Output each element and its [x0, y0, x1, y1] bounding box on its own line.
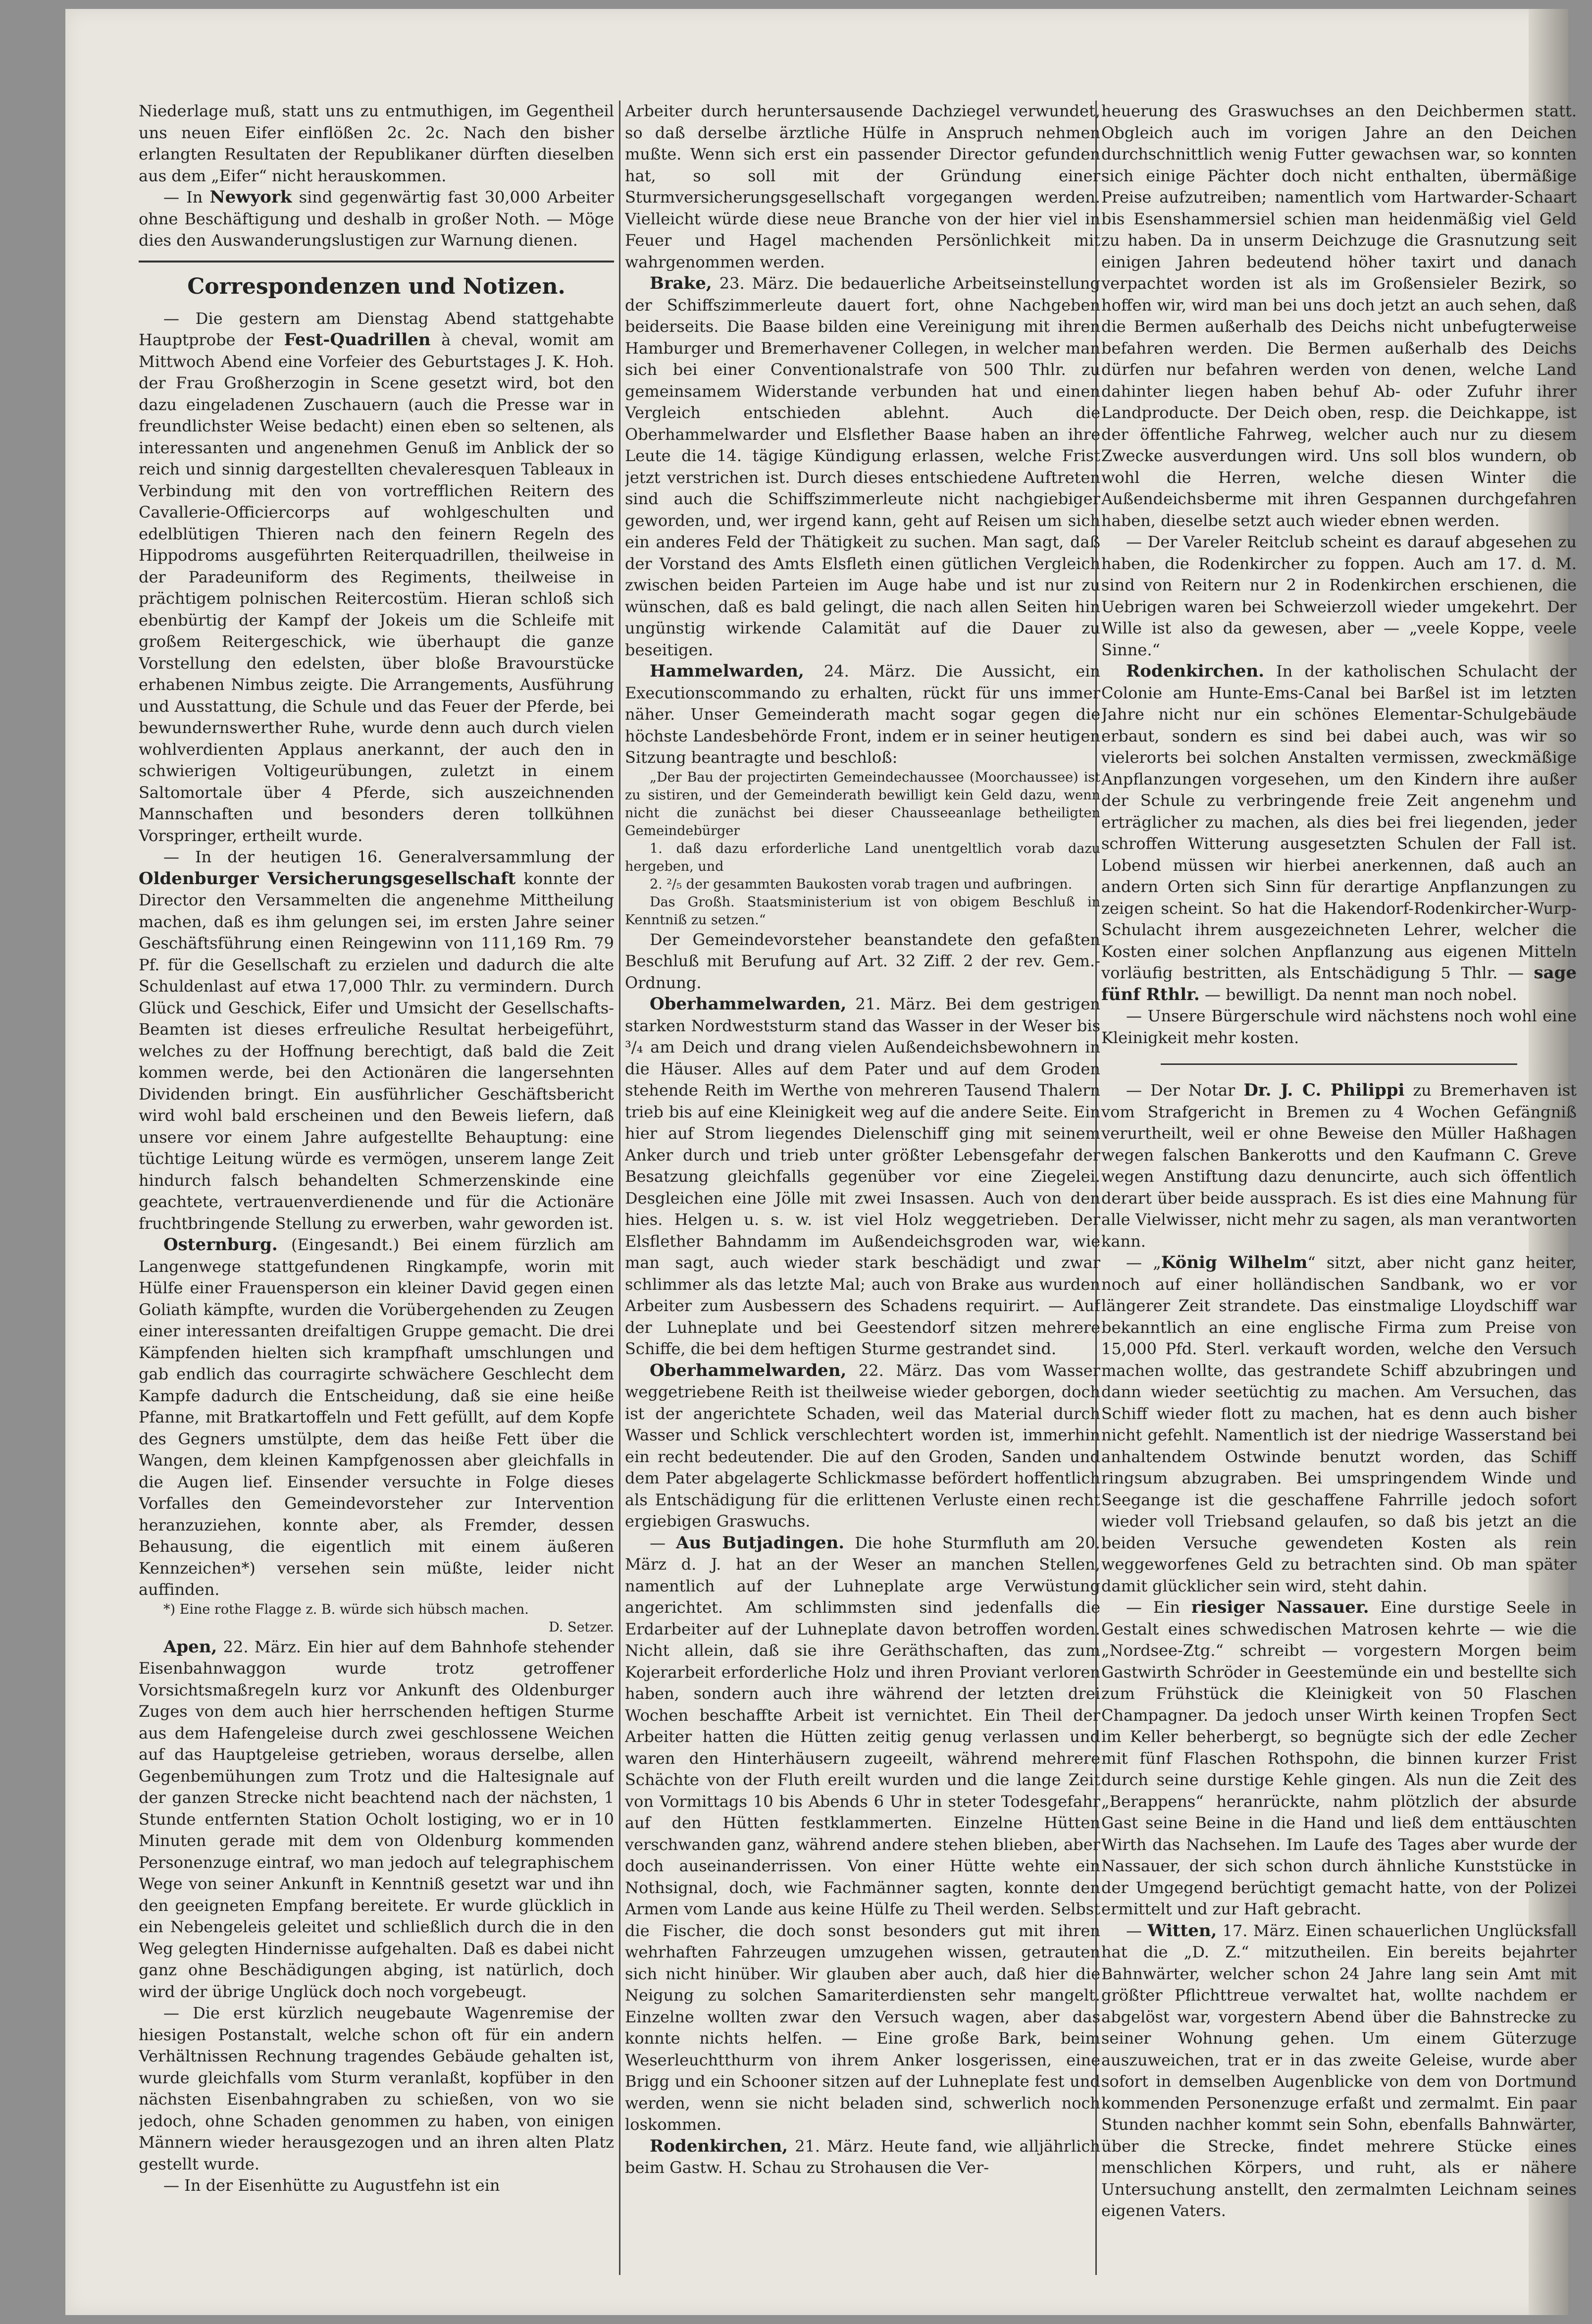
text-koenig-wilhelm: “ sitzt, aber nicht ganz heiter, noch auf einer holländischen Sandbank, wo er vor längerer Zeit strandete. Das einstmalige Lloydschiff war bekanntlich an eine englische Firma zum Preise von 15,000 Pfd. Sterl. verkauft worden, welche den Versuch machen wollte, das gestrandete Schiff abzubringen und dann wieder seetüchtig zu machen. Am Versuchen, das Schiff wieder flott zu machen, hat es denn auch bisher nicht gefehlt. Namentlich ist der niedrige Wasserstand bei anhaltendem Ostwinde benutzt worden, das Schiff ringsum abzugraben. Bei umspringendem Winde und Seegange ist die geschaffene Fahrrille jedoch sofort wieder voll Triebsand gelaufen, so daß bis jetzt an die beiden Versuche gewendeten Kosten als rein weggeworfenes Geld zu betrachten sind. Ob man später damit glücklicher sein wird, steht dahin. — [1101, 1253, 1577, 1595]
footnote: *) Eine rothe Flagge z. B. würde sich hübsch machen. — [163, 1601, 529, 1617]
text-brake: 23. März. Die bedauerliche Arbeitseinstellung der Schiffszimmerleute dauert fort, ohne Nachgeben beiderseits. Die Baase bilden eine Vereinigung mit ihren Hamburger und Bremerhavener Collegen, in welcher man sich bei einer Conventionalstrafe von 500 Thlr. zu gemeinsamem Widerstande verbunden hat und einen Vergleich entschieden ablehnt. Auch die Oberhammelwarder und Elsflether Baase haben an ihre Leute die 14. tägige Kündigung erlassen, welche Frist jetzt verstrichen ist. Durch dieses entschiedene Auftreten sind auch die Schiffszimmerleute nicht nachgiebiger geworden, und, wer irgend kann, geht auf Reisen um sich ein anderes Feld der Thätigkeit zu suchen. Man sagt, daß der Vorstand des Amts Elsfleth einen gütlichen Vergleich zwischen beiden Parteien im Auge habe und ist nur zu wünschen, daß es bald gelingt, die nach allen Seiten hin ungünstig wirkende Calamität auf die Dauer zu beseitigen. — [625, 274, 1100, 659]
emphasis-sage-fuenf: sage fünf Rthlr. — [1101, 963, 1577, 1004]
headline-versicherung: Oldenburger Versicherungsgesellschaft — [139, 868, 516, 889]
headline-oberhammelwarden-2: Oberhammelwarden, — [650, 1360, 847, 1380]
article-vareler-reitclub: — Der Vareler Reitclub scheint es darauf abgesehen zu haben, die Rodenkircher zu foppen. Auch am 17. d. M. sind von Reitern nur 2 in Rodenkirchen erschienen, die Uebrigen waren bei Schweierzoll wieder umgekehrt. Der Wille ist also da gewesen, aber — „veele Koppe, veele Sinne.“ — [1101, 532, 1577, 659]
text-apen: 22. März. Ein hier auf dem Bahnhofe stehender Eisenbahnwaggon wurde trotz getroffener Vorsichtsmaßregeln kurz vor Ankunft des Oldenburger Zuges von dem auch hier herrschenden heftigen Sturme aus dem Hafengeleise durch zwei geschlossene Weichen auf das Hauptgeleise getrieben, woraus derselbe, allen Gegenbemühungen zum Trotz und die Haltesignale auf der ganzen Strecke nicht beachtend nach der nächsten, 1 Stunde entfernten Station Ocholt lostiging, wo er in 10 Minuten gerade mit dem von Oldenburg kommenden Personenzuge eintraf, wo man jedoch auf telegraphischem Wege von seiner Ankunft in Kenntniß gesetzt war und ihn den geeigneten Empfang bereitete. Er wurde glücklich in ein Nebengeleis geleitet und schließlich durch die in den Weg gelegten Hindernisse aufgehalten. Daß es dabei nicht ganz ohne Beschädigungen abging, ist natürlich, doch wird der übrige Unglück doch noch vorgebeugt. — [139, 1637, 614, 2001]
article-oberhammelwarden-2 — [625, 1360, 1100, 1532]
article-rodenkirchen-2 — [1101, 661, 1577, 1005]
column-rule-1 — [619, 101, 620, 2275]
dash: — — [1126, 1921, 1142, 1940]
text-versicherung-pre: — In der heutigen 16. Generalversammlung der — [163, 847, 614, 866]
article-nassauer — [1101, 1597, 1577, 1920]
text-nassauer-pre: — Ein — [1126, 1598, 1181, 1617]
article-hammelwarden — [625, 661, 1100, 769]
text-oberhammelwarden-1: 21. März. Bei dem gestrigen starken Nordweststurm stand das Wasser in der Weser bis ³/₄ am Deich und drang vielen Außendeichsbewohnern in die Häuser. Alles auf dem Pater und auf dem Groden stehende Reith im Werthe von mehreren Tausend Thalern trieb bis auf eine Kleinigkeit weg auf die andere Seite. Ein hier auf Strom liegendes Dielenschiff ging mit seinem Anker durch und trieb unter größter Lebensgefahr der Besatzung gleichfalls gegenüber vor eine Ziegelei. Desgleichen eine Jölle mit zwei Insassen. Auch von den hies. Helgen u. s. w. ist viel Holz weggetrieben. Der Elsflether Bahndamm im Außendeichsgroden war, wie man sagt, auch wieder stark beschädigt und zwar schlimmer als das letzte Mal; auch von Brake aus wurden Arbeiter zum Ausbessern des Schadens requirirt. — Auf der Luhneplate und bei Geestendorf sitzen mehrere Schiffe, die bei dem heftigen Sturme gestrandet sind. — [625, 995, 1100, 1358]
text-versicherung: konnte der Director den Versammelten die angenehme Mittheilung machen, daß es ihm gelungen sei, im ersten Jahre seiner Geschäftsführung einen Reingewinn von 111,169 Rm. 79 Pf. für die Gesellschaft zu erzielen und dadurch die alte Schuldenlast auf etwa 17,000 Thlr. zu vermindern. Durch Glück und Geschick, Eifer und Umsicht der Gesellschafts-Beamten ist dieses erfreuliche Resultat herbeigeführt, welches zu der Hoffnung berechtigt, daß bald die Zeit kommen werde, bei den Actionären die langersehnten Dividenden bringt. Ein ausführlicher Geschäftsbericht wird wohl bald erscheinen und den Beweis liefern, daß unsere vor einem Jahre aufgestellte Behauptung: eine tüchtige Leitung würde es vermögen, unserem lange Zeit hindurch falsch behandelten Schmerzenskinde eine geachtete, vertrauenverdienende und für die Actionäre fruchtbringende Stellung zu erwerben, wahr geworden ist. — [139, 869, 614, 1233]
article-philippi — [1101, 1080, 1577, 1252]
article-quadrillen — [139, 308, 614, 847]
article-newyork — [139, 187, 614, 252]
section-title: Correspondenzen und Notizen. — [139, 261, 614, 304]
headline-newyork: Newyork — [209, 187, 292, 207]
footnote-signature: D. Setzer. — [549, 1619, 614, 1635]
text-newyork: sind gegenwärtig fast 30,000 Arbeiter ohne Beschäftigung und deshalb in großer Noth. — Möge dies den Auswanderungslustigen zur Warnung dienen. — [139, 188, 614, 250]
article-apen — [139, 1637, 614, 2003]
article-buergerschule: — Unsere Bürgerschule wird nächstens noch wohl eine Kleinigkeit mehr kosten. — [1101, 1006, 1577, 1047]
quote-closing: Das Großh. Staatsministerium ist von obigem Beschluß in Kenntniß zu setzen.“ — [625, 894, 1100, 928]
column-2 — [625, 101, 1100, 2275]
article-versicherung — [139, 846, 614, 1234]
article-eisenhuette: — In der Eisenhütte zu Augustfehn ist ein — [163, 2176, 500, 2195]
text-quadrillen-pre: — Die gestern am Dienstag Abend stattgehabte Hauptprobe der — [139, 309, 614, 349]
headline-rodenkirchen-1: Rodenkirchen, — [650, 2136, 788, 2156]
article-koenig-wilhelm — [1101, 1252, 1577, 1597]
text-nassauer: Eine durstige Seele in Gestalt eines schwedischen Matrosen kehrte — wie die „Nordsee-Ztg.“ schreibt — vorgestern Morgen beim Gastwirth Schröder in Geestemünde ein und bestellte sich zum Frühstück die Kleinigkeit von 50 Flaschen Champagner. Da jedoch unser Wirth keinen Tropfen Sect im Keller beherbergt, so begnügte sich der edle Zecher mit fünf Flaschen Rothspohn, die binnen kurzer Frist durch seine durstige Kehle gingen. Als nun die Zeit des „Berappens“ heranrückte, nahm plötzlich der absurde Gast seine Beine in die Hand und ließ dem enttäuschten Wirth das Nachsehen. Im Laufe des Tages aber wurde der Nassauer, der sich schon durch ähnliche Kunststücke in der Umgegend berüchtigt gemacht hatte, von der Polizei ermittelt und zur Haft gebracht. — [1101, 1598, 1577, 1918]
text-oberhammelwarden-2: 22. März. Das vom Wasser weggetriebene Reith ist theilweise wieder geborgen, doch ist der angerichtete Schaden, weil das Material durch Wasser und Schlick verschlechtert worden ist, immerhin ein recht bedeutender. Die auf den Groden, Sanden und dem Pater abgelagerte Schlickmasse befördert hoffentlich als Entschädigung für die erlittenen Verluste einen recht ergiebigen Graswuchs. — [625, 1361, 1100, 1531]
headline-oberhammelwarden-1: Oberhammelwarden, — [650, 994, 847, 1014]
headline-koenig-wilhelm: König Wilhelm — [1161, 1253, 1308, 1272]
quote-resolution: „Der Bau der projectirten Gemeindechaussee (Moorchaussee) ist zu sistiren, und der Gemeinderath bewilligt kein Geld dazu, wenn nicht die zunächst bei dieser Chausseeanlage betheiligten Gemeindebürger — [625, 769, 1100, 839]
headline-apen: Apen, — [163, 1637, 217, 1657]
text-rodenkirchen-1: 21. März. Heute fand, wie alljährlich beim Gastw. H. Schau zu Strohausen die Ver- — [625, 2136, 1100, 2177]
text-hammelwarden: 24. März. Die Aussicht, ein Executionscommando zu erhalten, rückt für uns immer näher. Unser Gemeinderath macht sogar gegen die höchste Landesbehörde Front, indem er in seiner heutigen Sitzung beantragte und beschloß: — [625, 662, 1100, 767]
text-philippi-pre: — Der Notar — [1126, 1081, 1235, 1100]
headline-butjadingen: Aus Butjadingen. — [676, 1532, 845, 1553]
headline-philippi: Dr. J. C. Philippi — [1243, 1080, 1405, 1100]
article-continuation: heuerung des Graswuchses an den Deichbermen statt. Obgleich auch im vorigen Jahre an den Deichen durchschnittlich wenig Futter gewachsen war, so konnten sich einige Pächter doch nicht enthalten, übermäßige Preise aufzutreiben; namentlich vom Hartwarder-Schaart bis Esenshammersiel schien man heidenmäßig viel Geld zu haben. Da in unserm Deichzuge die Grasnutzung seit einigen Jahren bedeutend höher taxirt und danach verpachtet worden ist als im Großensieler Bezirk, so hoffen wir, wird man bei uns doch jetzt an auch sehen, daß die Bermen außerhalb des Deichs nicht unbefugterweise befahren werden. Die Bermen außerhalb des Deichs dürfen nur befahren werden von denen, welche Land dahinter liegen haben behuf Ab- oder Zufuhr ihrer Landproducte. Der Deich oben, resp. die Deichkappe, ist der öffentliche Fahrweg, welcher auch nur zu diesem Zwecke ausverdungen wird. Uns soll blos wundern, ob wohl die Herren, welche diesen Winter die Außendeichsberme mit ihren Gespannen durchgefahren haben, dieselbe setzt auch wieder ebnen werden. — [1101, 102, 1577, 530]
headline-nassauer: riesiger Nassauer. — [1191, 1597, 1369, 1617]
dash: — — [650, 1533, 666, 1552]
article-butjadingen — [625, 1532, 1100, 2136]
text-quadrillen: à cheval, womit am Mittwoch Abend eine Vorfeier des Geburtstages J. K. Hoh. der Frau Großherzogin in Scene gesetzt wird, bot den dazu eingeladenen Zuschauern (auch die Presse war in freundlichster Weise bedacht) einen eben so seltenen, als interessanten und angenehmen Genuß im Anblick der so reich und sinnig dargestellten chevaleresquen Tableaux in Verbindung mit den von vortrefflichen Reitern des Cavallerie-Officiercorps auf wohlgeschulten und edelblütigen Thieren nach den feinern Regeln des Hippodroms ausgeführten Reiterquadrillen, theilweise in der Paradeuniform des Regiments, theilweise in prächtigem polnischen Reitercostüm. Hieran schloß sich ebenbürtig der Kampf der Jokeis um die Schleife mit großem Reitergeschick, wie überhaupt die ganze Vorstellung den edelsten, über bloße Bravourstücke erhabenen Nimbus zeigte. Die Arrangements, Ausführung und Ausstattung, die Schule und das Feuer der Pferde, bei bewundernswerther Ruhe, wurde denn auch durch vielen wohlverdienten Applaus anerkannt, der auch den in schwierigen Voltigeurübungen, zuletzt in einem Saltomortale über 4 Pferde, sich auszeichnenden Mannschaften und besonders deren tollkühnen Vorspringer, ertheilt wurde. — [139, 330, 614, 845]
text-kw-pre: — „ — [1126, 1253, 1161, 1272]
headline-witten: Witten, — [1147, 1920, 1217, 1941]
column-3 — [1101, 101, 1577, 2275]
headline-quadrillen: Fest-Quadrillen — [284, 330, 431, 350]
article-osternburg — [139, 1234, 614, 1601]
headline-rodenkirchen-2: Rodenkirchen. — [1126, 661, 1265, 681]
article-wagenremise: — Die erst kürzlich neugebaute Wagenremise der hiesigen Postanstalt, welche schon oft für ein andern Verhältnissen Rechnung tragendes Gebäude gehalten ist, wurde gleichfalls vom Sturm veranlaßt, kopfüber in den nächsten Eisenbahngraben zu schießen, von wo sie jedoch, ohne Schaden genommen zu haben, von einigen Männern wieder herausgezogen und an ihren alten Platz gestellt wurde. — [139, 2004, 614, 2173]
headline-osternburg: Osternburg. — [163, 1235, 278, 1255]
text-gemeindevorsteher: Der Gemeindevorsteher beanstandete den gefaßten Beschluß mit Berufung auf Art. 32 Ziff. 2 der rev. Gem.-Ordnung. — [625, 930, 1100, 992]
article-continuation: Arbeiter durch heruntersausende Dachziegel verwundet, so daß derselbe ärztliche Hülfe in Anspruch nehmen mußte. Wenn sich erst ein passender Director gefunden hat, so soll mit der Gründung einer Sturmversicherungsgesellschaft vorgegangen werden. Vielleicht würde diese neue Branche von der hier viel in Feuer und Hagel machenden Persönlichkeit mit wahrgenommen werden. — [625, 102, 1100, 271]
article-rodenkirchen-1 — [625, 2136, 1100, 2179]
separator-rule — [1161, 1063, 1517, 1065]
article-oberhammelwarden-1 — [625, 994, 1100, 1360]
quote-item-1: 1. daß dazu erforderliche Land unentgeltlich vorab dazu hergeben, und — [625, 841, 1100, 874]
text-witten: 17. März. Einen schauerlichen Unglücksfall hat die „D. Z.“ mitzutheilen. Ein bereits bejahrter Bahnwärter, welcher schon 24 Jahre lang sein Amt mit größter Pflichttreue verwaltet hat, wollte nachdem er abgelöst war, vorgestern Abend über die Bahnstrecke zu seiner Wohnung gehen. Um einem Güterzuge auszuweichen, trat er in das zweite Geleise, wurde aber sofort in demselben Augenblicke von dem von Dortmund kommenden Personenzuge erfaßt und zermalmt. Ein paar Stunden nachher kommt sein Sohn, ebenfalls Bahnwärter, über die Strecke, findet mehrere Stücke eines menschlichen Körpers, und ruht, als er nähere Untersuchung anstellt, den zermalmten Leichnam seines eigenen Vaters. — [1101, 1921, 1577, 2220]
newspaper-page — [65, 9, 1577, 2315]
text-philippi: zu Bremerhaven ist vom Strafgericht in Bremen zu 4 Wochen Gefängniß verurtheilt, weil er ohne Beweise den Müller Haßhagen wegen falschen Bankerotts und den Kaufmann C. Greve wegen Anstiftung dazu denuncirte, auch sich öffentlich derart über beide aussprach. Es ist dies eine Mahnung für alle Vielwisser, nicht mehr zu sagen, als man verantworten kann. — [1101, 1081, 1577, 1251]
headline-hammelwarden: Hammelwarden, — [650, 661, 804, 681]
article-continuation: Niederlage muß, statt uns zu entmuthigen, im Gegentheil uns neuen Eifer einflößen 2c. 2c. Nach den bisher erlangten Resultaten der Republikaner dürften dieselben aus dem „Eifer“ nicht herauskommen. — [139, 102, 614, 185]
text-rodenkirchen-2-tail: — bewilligt. Da nennt man noch nobel. — [1204, 985, 1517, 1004]
article-brake — [625, 273, 1100, 661]
headline-brake: Brake, — [650, 273, 712, 293]
column-1 — [139, 101, 614, 2275]
article-witten — [1101, 1920, 1577, 2222]
dash: — In — [163, 188, 203, 207]
text-butjadingen: Die hohe Sturmfluth am 20. März d. J. hat an der Weser an manchen Stellen, namentlich auf der Luhneplate arge Verwüstung angerichtet. Am schlimmsten sind jedenfalls die Erdarbeiter auf der Luhneplate davon betroffen worden. Nicht allein, daß sie ihre Geräthschaften, das zum Kojerarbeit erforderliche Holz und ihren Proviant verloren haben, sondern auch ihre während der letzten drei Wochen beschaffte Arbeit ist vernichtet. Ein Theil der Arbeiter hatten die Hütten zeitig genug verlassen und waren den Hinterhäusern zugeeilt, während mehrere Schächte von der Fluth ereilt wurden und die lange Zeit von Vormittags 10 bis Abends 6 Uhr in steter Todesgefahr auf den Hütten festklammerten. Einzelne Hütten verschwanden ganz, während andere stehen blieben, aber doch auseinanderrissen. Von einer Hütte wehte ein Nothsignal, doch, wie Fachmänner sagten, konnte den Armen vom Lande aus keine Hülfe zu Theil werden. Selbst die Fischer, die doch sonst besonders gut mit ihren wehrhaften Fahrzeugen umzugehen wissen, getrauten sich nicht hinüber. Wir glauben aber auch, daß hier die Neigung zu solchen Samariterdiensten sehr mangelt. Einzelne wollten zwar den Versuch wagen, aber das konnte nichts helfen. — Eine große Bark, beim Weserleuchtthurm von ihrem Anker losgerissen, eine Brigg und ein Schooner sitzen auf der Luhneplate fest und werden, wenn sie nicht beladen sind, schwerlich noch loskommen. — [625, 1533, 1100, 2134]
text-rodenkirchen-2: In der katholischen Schulacht der Colonie am Hunte-Ems-Canal bei Barßel ist im letzten Jahre nicht nur ein schönes Elementar-Schulgebäude erbaut, sondern es sind bei dabei auch, was wir so vielerorts bei solchen Anstalten vermissen, zweckmäßige Anpflanzungen vorgesehen, um den Kindern ihre außer der Schule zu verbringende freie Zeit angenehm und erträglicher zu machen, als dies bei frei liegenden, jeder schroffen Witterung ausgesetzten Schulen der Fall ist. Lobend müssen wir hierbei anerkennen, daß auch an andern Orten sich Sinn für derartige Anpflanzungen zu zeigen scheint. So hat die Hakendorf-Rodenkircher-Wurp-Schulacht ihrem ausgezeichneten Lehrer, welcher die Kosten einer solchen Anpflanzung aus eigenen Mitteln vorläufig bestritten, als Entschädigung 5 Thlr. — — [1101, 662, 1577, 982]
quote-item-2: 2. ²/₅ der gesammten Baukosten vorab tragen und aufbringen. — [650, 876, 1073, 892]
text-osternburg: (Eingesandt.) Bei einem fürzlich am Langenwege stattgefundenen Ringkampfe, worin mit Hülfe einer Frauensperson ein kleiner David gegen einen Goliath kämpfte, wurden die Vorübergehenden zu Zeugen einer interessanten dreifaltigen Gruppe gemacht. Die drei Kämpfenden hielten sich krampfhaft umschlungen und gab endlich das courragirte schwächere Geschlecht dem Kampfe dadurch die Entscheidung, daß sie eine heiße Pfanne, mit Bratkartoffeln und Fett gefüllt, auf dem Kopfe des Gegners umstülpte, dem das heiße Fett über die Wangen, dem kleinen Kampfgenossen aber gleichfalls in die Augen lief. Einsender versuchte in Folge dieses Vorfalles den Gemeindevorsteher zur Intervention heranzuziehen, konnte aber, als Fremder, dessen Behausung, die eigentlich mit einem äußeren Kennzeichen*) versehen sein müßte, leider nicht auffinden. — [139, 1235, 614, 1599]
